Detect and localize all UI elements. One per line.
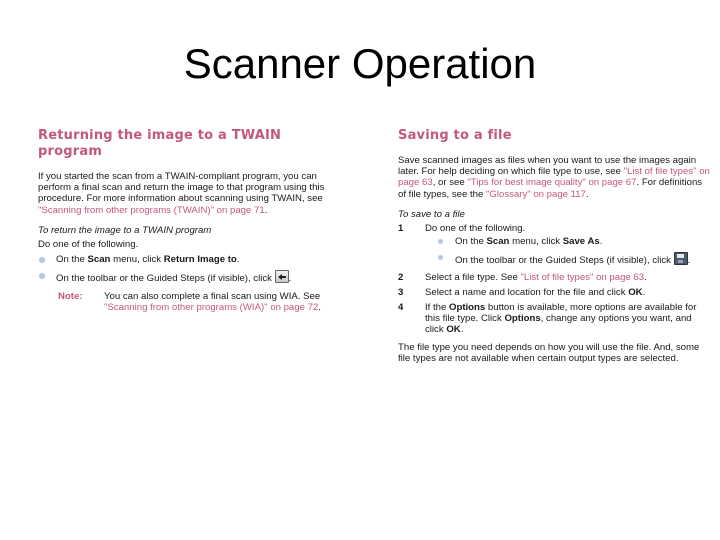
step-number: 1 <box>398 223 404 235</box>
procedure-heading: To return the image to a TWAIN program <box>38 224 212 236</box>
bullet-text: On the toolbar or the Guided Steps (if visible), click <box>455 255 674 267</box>
option-list <box>38 254 343 284</box>
step-text: If the <box>425 302 449 314</box>
twain-link[interactable]: "Scanning from other programs (TWAIN)" on page 71 <box>38 204 265 216</box>
bullet-icon <box>438 239 443 244</box>
scan-menu-label: Scan <box>87 254 111 266</box>
file-types-link[interactable]: "List of file types" on page 63 <box>520 271 645 283</box>
step-text: , change any options you want, and click <box>425 313 692 336</box>
intro-paragraph <box>38 171 343 216</box>
glossary-link[interactable]: "Glossary" on page 117 <box>486 188 586 200</box>
bullet-icon <box>39 257 45 263</box>
list-item <box>437 236 710 247</box>
image-quality-link[interactable]: "Tips for best image quality" on page 67 <box>467 177 637 189</box>
bullet-text: On the toolbar or the Guided Steps (if visible), click <box>56 273 275 285</box>
list-item <box>437 252 710 266</box>
intro-end: . <box>264 204 268 216</box>
save-icon <box>674 252 688 265</box>
intro-end: . <box>585 188 589 200</box>
intro-paragraph <box>398 155 710 200</box>
note-text: You can also complete a final scan using WIA. See <box>104 290 321 302</box>
options-label: Options <box>449 302 486 314</box>
bullet-text: . <box>236 254 240 266</box>
note-block <box>58 291 343 313</box>
intro-text: Save scanned images as files when you want to use the images again later. For help deciding on which file type to use, see <box>398 155 697 178</box>
scan-menu-label: Scan <box>486 236 510 248</box>
step-text: button is available, more options are available for this file type. Click <box>425 302 697 325</box>
bullet-text: On the <box>56 254 88 266</box>
ok-label: OK <box>446 324 461 336</box>
note-label: Note: <box>58 290 83 302</box>
option-list <box>437 236 710 266</box>
save-file-section <box>398 128 710 373</box>
bullet-text: On the <box>455 236 487 248</box>
bullet-text: . <box>288 273 292 285</box>
steps-list <box>398 223 710 336</box>
intro-text: . For definitions of file types, see the <box>398 177 703 200</box>
section-heading: Returning the image to a TWAIN program <box>38 128 282 159</box>
ok-label: OK <box>628 286 643 298</box>
step-item <box>398 287 710 298</box>
note-body <box>104 291 343 313</box>
return-image-command: Return Image to <box>163 254 237 266</box>
bullet-icon <box>39 273 45 279</box>
step-item <box>398 223 710 267</box>
step-text: . <box>644 271 647 283</box>
bullet-icon <box>438 255 443 260</box>
procedure-heading: To save to a file <box>398 208 465 220</box>
step-text: . <box>460 324 464 336</box>
save-as-command: Save As <box>562 236 600 248</box>
list-item <box>38 270 343 284</box>
return-image-icon <box>275 270 289 283</box>
options-label: Options <box>504 313 541 325</box>
step-text: . <box>642 286 646 298</box>
wia-link[interactable]: "Scanning from other programs (WIA)" on page 72 <box>104 301 319 313</box>
section-heading: Saving to a file <box>398 128 512 143</box>
twain-return-section <box>38 128 343 313</box>
step-text: Select a file type. See <box>425 271 521 283</box>
step-number: 2 <box>398 271 404 283</box>
step-text: Do one of the following. <box>425 223 526 235</box>
step-item <box>398 302 710 336</box>
step-text: Select a name and location for the file and click <box>425 286 629 298</box>
list-item <box>38 254 343 265</box>
step-number: 4 <box>398 302 404 314</box>
bullet-text: menu, click <box>110 254 164 266</box>
bullet-text: menu, click <box>509 236 563 248</box>
bullet-text: . <box>599 236 603 248</box>
intro-text: If you started the scan from a TWAIN-compliant program, you can perform a final scan and return the image to that program using this procedure. For more information about scanning using TWAIN, see <box>38 171 325 205</box>
step-item <box>398 272 710 283</box>
instruction-text: Do one of the following. <box>38 239 139 251</box>
file-types-link[interactable]: "List of file types" on page 63 <box>398 166 710 189</box>
slide-title: Scanner Operation <box>183 40 537 87</box>
closing-paragraph: The file type you need depends on how you will use the file. And, some file types are not available when certain output types are selected. <box>398 341 700 364</box>
intro-text: , or see <box>432 177 468 189</box>
step-number: 3 <box>398 286 404 298</box>
note-end: . <box>318 301 321 313</box>
bullet-text: . <box>687 255 691 267</box>
